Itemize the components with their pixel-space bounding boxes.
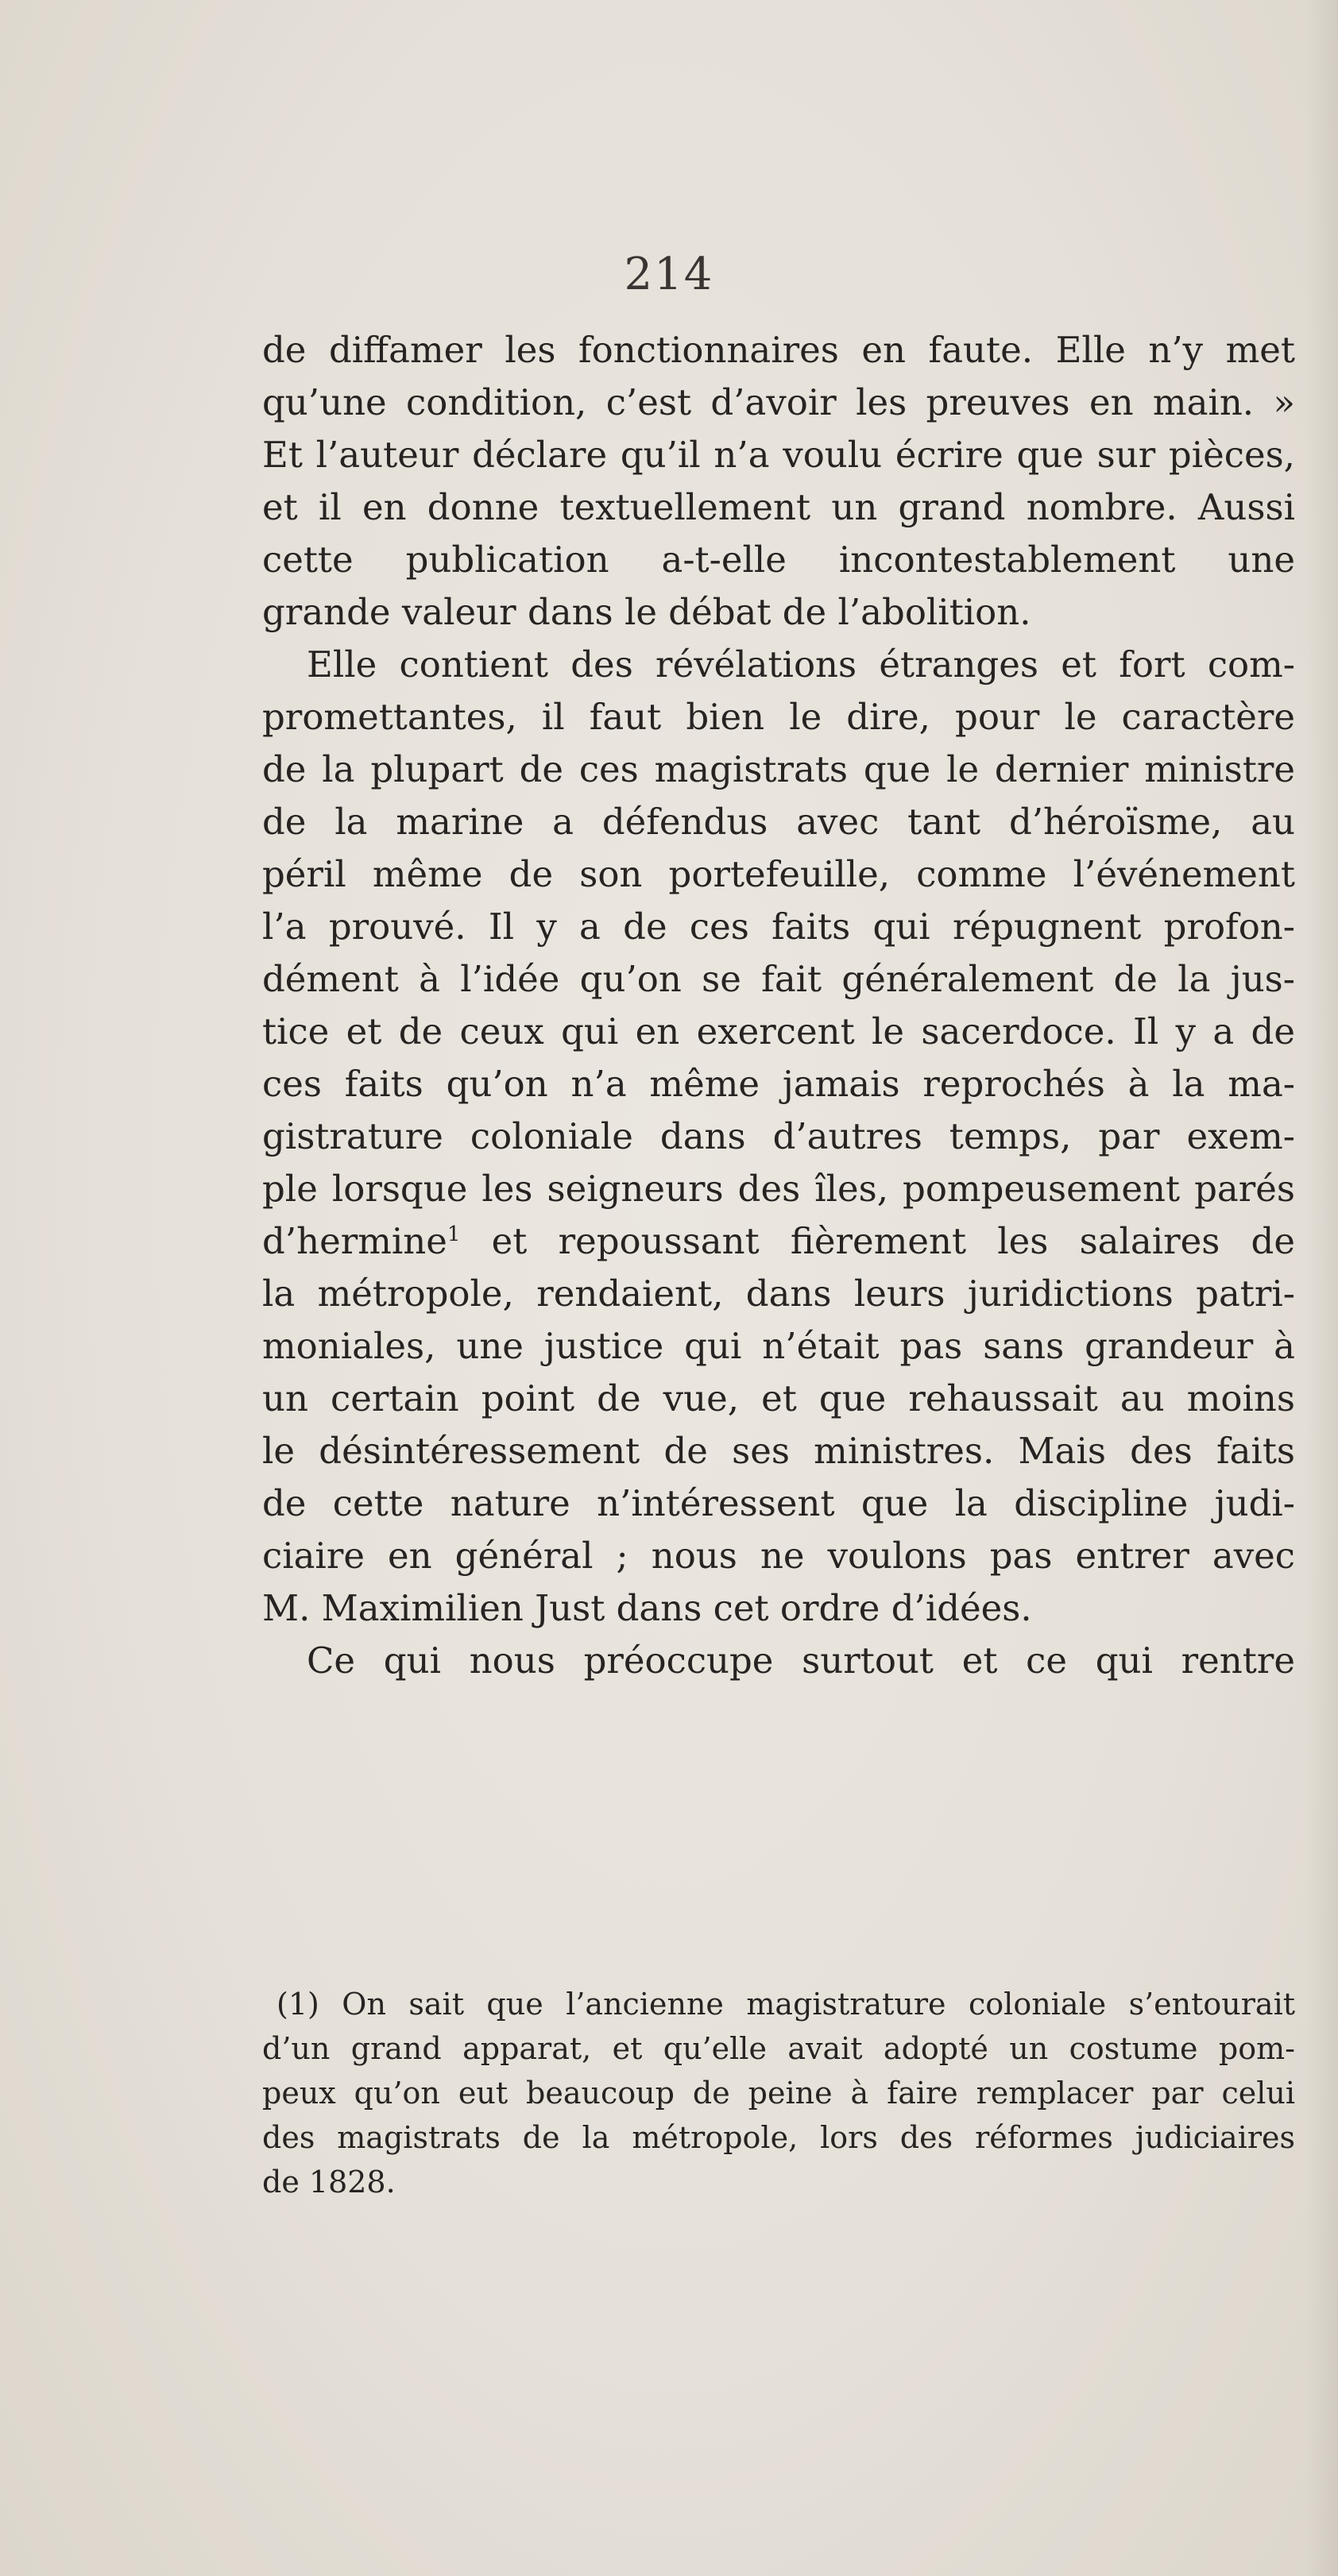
body-line: grande valeur dans le débat de l’abolition.	[262, 591, 1031, 633]
body-line: Ce qui nous préoccupe surtout et ce qui rentre	[307, 1639, 1295, 1682]
footnote-line: d’un grand apparat, et qu’elle avait adopté un costume pom-	[262, 2031, 1295, 2066]
body-line: M. Maximilien Just dans cet ordre d’idées.	[262, 1587, 1032, 1629]
footnote-block	[262, 1982, 1295, 2204]
body-line: cette publication a-t-elle incontestablement une	[262, 539, 1295, 581]
body-line: ciaire en général ; nous ne voulons pas entrer avec	[262, 1535, 1295, 1577]
body-line: et il en donne textuellement un grand nombre. Aussi	[262, 486, 1295, 528]
body-line: promettantes, il faut bien le dire, pour le caractère	[262, 696, 1295, 738]
footnote-line: de 1828.	[262, 2165, 396, 2199]
body-line: la métropole, rendaient, dans leurs juridictions patri-	[262, 1273, 1295, 1315]
body-line-with-footnote-ref	[262, 1215, 1295, 1268]
body-line: tice et de ceux qui en exercent le sacerdoce. Il y a de	[262, 1010, 1295, 1052]
body-line: gistrature coloniale dans d’autres temps, par exem-	[262, 1115, 1295, 1157]
body-line-start: d’hermine	[262, 1220, 447, 1262]
body-line: dément à l’idée qu’on se fait généralement de la jus-	[262, 958, 1295, 1000]
footnote-line: (1) On sait que l’ancienne magistrature coloniale s’entourait	[276, 1987, 1295, 2022]
body-line: un certain point de vue, et que rehaussait au moins	[262, 1377, 1295, 1419]
body-line: Elle contient des révélations étranges et fort com-	[307, 643, 1295, 686]
body-line: qu’une condition, c’est d’avoir les preuves en main. »	[262, 381, 1295, 423]
body-line: de diffamer les fonctionnaires en faute. Elle n’y met	[262, 329, 1295, 371]
body-line: le désintéressement de ses ministres. Mais des faits	[262, 1430, 1295, 1472]
body-line: ple lorsque les seigneurs des îles, pompeusement parés	[262, 1168, 1295, 1210]
body-line-end: et repoussant fièrement les salaires de	[460, 1220, 1295, 1262]
footnote-reference: 1	[447, 1222, 461, 1246]
page-number: 214	[624, 249, 714, 300]
body-line: péril même de son portefeuille, comme l’événement	[262, 853, 1295, 895]
body-line: de la marine a défendus avec tant d’héroïsme, au	[262, 801, 1295, 843]
body-line: l’a prouvé. Il y a de ces faits qui répugnent profon-	[262, 906, 1295, 948]
body-line: moniales, une justice qui n’était pas sans grandeur à	[262, 1325, 1295, 1367]
page-edge-shadow	[1306, 0, 1338, 2576]
footnote-line: des magistrats de la métropole, lors des réformes judiciaires	[262, 2120, 1295, 2155]
body-line: de cette nature n’intéressent que la discipline judi-	[262, 1482, 1295, 1524]
body-line: ces faits qu’on n’a même jamais reprochés à la ma-	[262, 1063, 1295, 1105]
footnote-line: peux qu’on eut beaucoup de peine à faire remplacer par celui	[262, 2076, 1295, 2111]
body-text	[262, 324, 1295, 1687]
body-line: de la plupart de ces magistrats que le dernier ministre	[262, 748, 1295, 790]
body-line: Et l’auteur déclare qu’il n’a voulu écrire que sur pièces,	[262, 434, 1295, 476]
